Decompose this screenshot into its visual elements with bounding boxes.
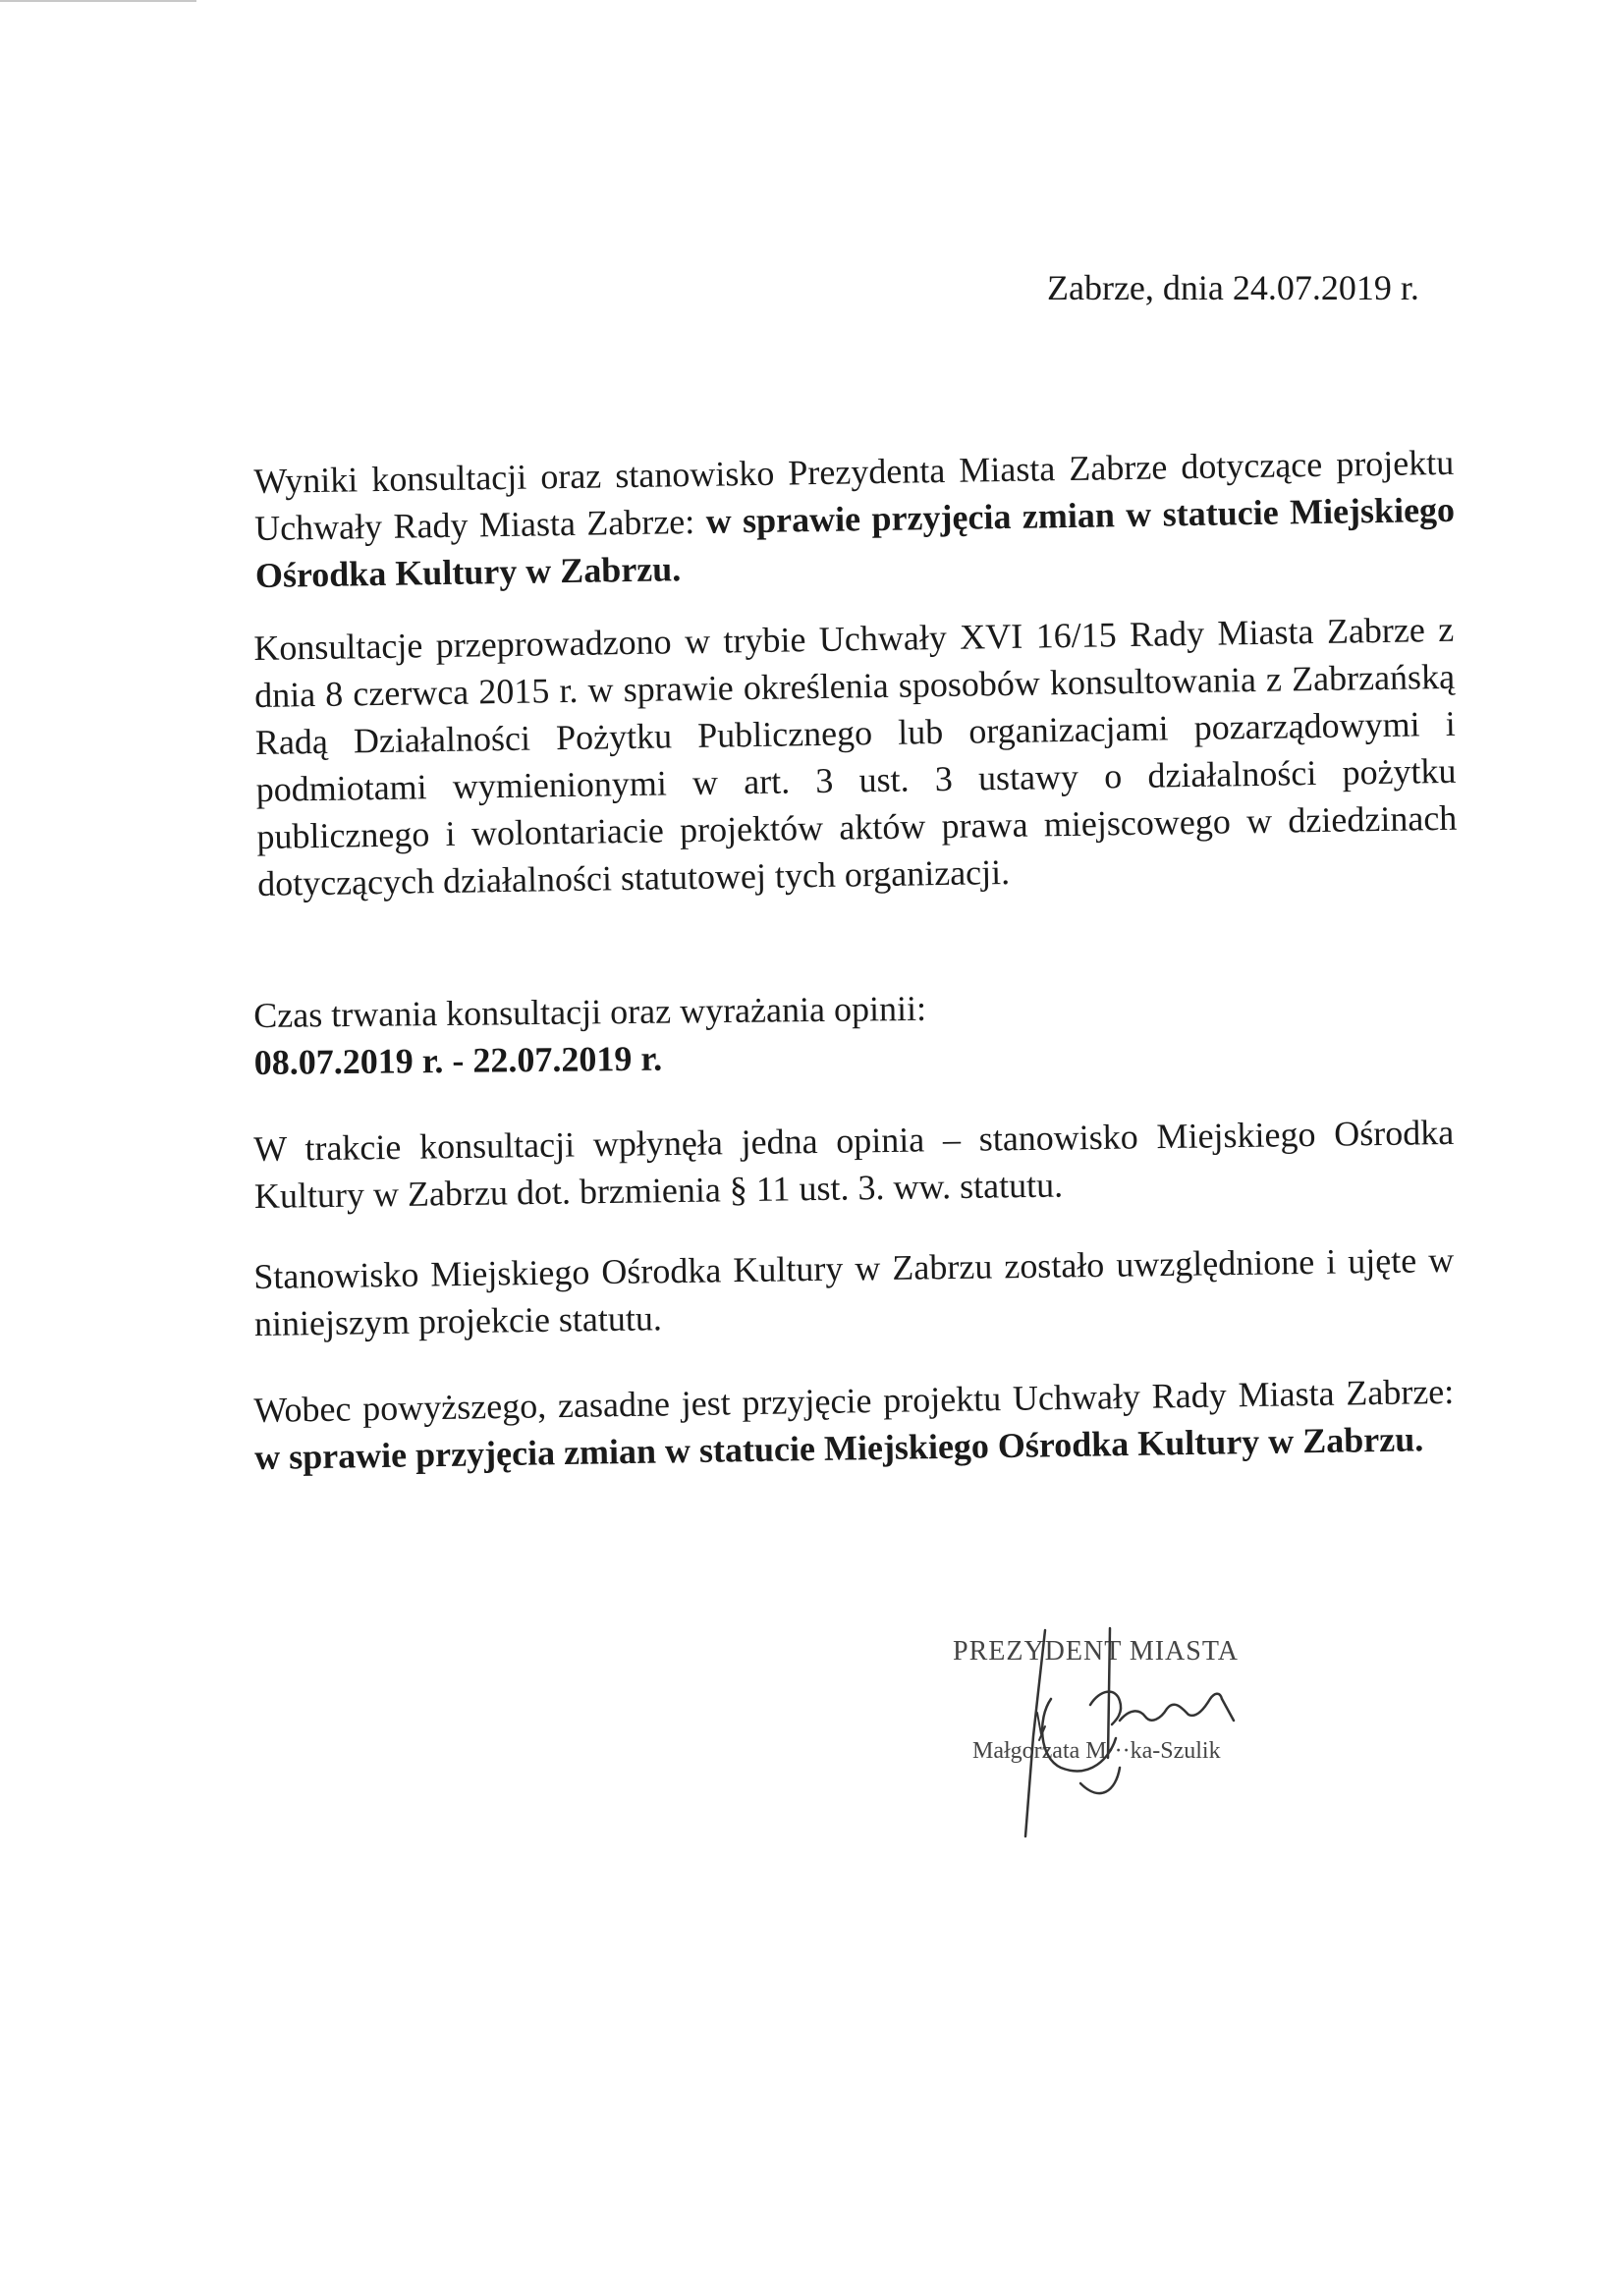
consultation-paragraph <box>253 606 1458 907</box>
duration-dates: 08.07.2019 r. - 22.07.2019 r. <box>253 1038 663 1082</box>
place-date: Zabrze, dnia 24.07.2019 r. <box>1047 268 1419 307</box>
signature-name: Małgorzata M···ka-Szulik <box>972 1738 1221 1764</box>
conclusion-resolution-title: w sprawie przyjęcia zmian w statucie Miejskiego Ośrodka Kultury w Zabrzu. <box>253 1419 1424 1477</box>
intro-text: Wyniki konsultacji oraz stanowisko Prezydenta Miasta Zabrze dotyczące projektu Uchwały Rady Miasta Zabrze: <box>253 442 1455 548</box>
duration-paragraph <box>253 979 1455 1086</box>
position-paragraph <box>253 1236 1455 1347</box>
opinion-text: W trakcie konsultacji wpłynęła jedna opinia – stanowisko Miejskiego Ośrodka Kultury w Zabrzu dot. brzmienia § 11 ust. 3. ww. statutu. <box>253 1112 1455 1216</box>
scan-edge-line <box>0 0 196 2</box>
consultation-text: Konsultacje przeprowadzono w trybie Uchwały XVI 16/15 Rady Miasta Zabrze z dnia 8 czerwca 2015 r. w sprawie określenia sposobów konsultowania z Zabrzańską Radą Działalności Pożytku Publicznego lub organizacjami pozarządowymi i podmiotami wymienionymi w art. 3 ust. 3 ustawy o działalności pożytku publicznego i wolontariacie projektów aktów prawa miejscowego w dziedzinach dotyczących działalności statutowej tych organizacji. <box>253 609 1458 903</box>
intro-resolution-title: w sprawie przyjęcia zmian w statucie Miejskiego Ośrodka Kultury w Zabrzu. <box>254 489 1456 595</box>
opinion-paragraph <box>253 1109 1455 1220</box>
conclusion-text: Wobec powyższego, zasadne jest przyjęcie projektu Uchwały Rady Miasta Zabrze: <box>253 1371 1455 1430</box>
signature-title: PREZYDENT MIASTA <box>953 1636 1239 1667</box>
handwritten-signature <box>943 1611 1277 1846</box>
intro-paragraph <box>253 439 1456 599</box>
duration-label: Czas trwania konsultacji oraz wyrażania opinii: <box>253 988 927 1035</box>
signature-stamp <box>943 1611 1277 1846</box>
position-text: Stanowisko Miejskiego Ośrodka Kultury w Zabrzu zostało uwzględnione i ujęte w niniejszym projekcie statutu. <box>253 1239 1455 1343</box>
conclusion-paragraph <box>253 1368 1455 1481</box>
